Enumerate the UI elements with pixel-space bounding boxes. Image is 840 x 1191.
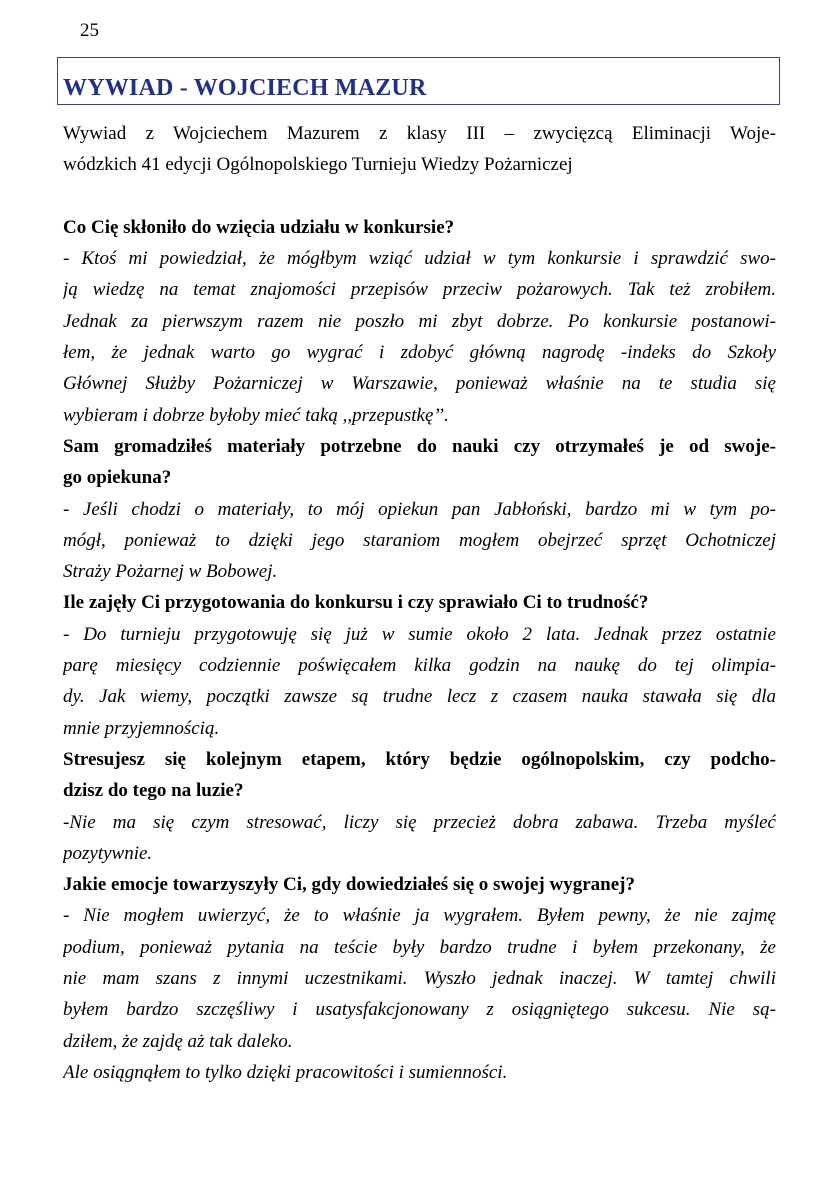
answer-line: nie mam szans z innymi uczestnikami. Wyszło jednak inaczej. W tamtej chwili: [63, 968, 776, 990]
answer-line: - Jeśli chodzi o materiały, to mój opiekun pan Jabłoński, bardzo mi w tym po-: [63, 498, 776, 520]
question-line: dzisz do tego na luzie?: [63, 780, 244, 802]
answer-line: Jednak za pierwszym razem nie poszło mi zbyt dobrze. Po konkursie postanowi-: [63, 310, 776, 332]
qa-block: [63, 587, 776, 743]
title-box: [57, 57, 780, 105]
intro-line: wódzkich 41 edycji Ogólnopolskiego Turnieju Wiedzy Pożarniczej: [63, 154, 573, 176]
answer-line: łem, że jednak warto go wygrać i zdobyć główną nagrodę -indeks do Szkoły: [63, 342, 776, 364]
answer-line: Głównej Służby Pożarniczej w Warszawie, ponieważ właśnie na te studia się: [63, 373, 776, 395]
page-title: WYWIAD - WOJCIECH MAZUR: [63, 75, 427, 101]
answer-line: pozytywnie.: [63, 842, 153, 864]
question-line: Jakie emocje towarzyszyły Ci, gdy dowiedziałeś się o swojej wygranej?: [63, 874, 635, 896]
intro-line: Wywiad z Wojciechem Mazurem z klasy III – zwycięzcą Eliminacji Woje-: [63, 123, 776, 144]
article-body: [63, 118, 776, 1088]
qa-block: [63, 431, 776, 587]
qa-block: [63, 744, 776, 869]
answer-line: mnie przyjemnością.: [63, 717, 220, 739]
answer-line: podium, ponieważ pytania na teście były bardzo trudne i byłem przekonany, że: [63, 936, 776, 958]
answer-line: mógł, ponieważ to dzięki jego staraniom mogłem obejrzeć sprzęt Ochotniczej: [63, 529, 776, 551]
answer-line: -Nie ma się czym stresować, liczy się przecież dobra zabawa. Trzeba myśleć: [63, 811, 776, 833]
answer-line: - Nie mogłem uwierzyć, że to właśnie ja wygrałem. Byłem pewny, że nie zajmę: [63, 905, 776, 927]
qa-block: [63, 212, 776, 431]
answer-line: dy. Jak wiemy, początki zawsze są trudne lecz z czasem nauka stawała się dla: [63, 686, 776, 708]
answer-line: - Ktoś mi powiedział, że mógłbym wziąć udział w tym konkursie i sprawdzić swo-: [63, 248, 776, 270]
answer-line: dziłem, że zajdę aż tak daleko.: [63, 1030, 293, 1052]
answer-line: parę miesięcy codziennie poświęcałem kilka godzin na naukę do tej olimpia-: [63, 655, 776, 677]
question-line: Sam gromadziłeś materiały potrzebne do nauki czy otrzymałeś je od swoje-: [63, 435, 776, 457]
qa-block: [63, 869, 776, 1088]
question-line: Stresujesz się kolejnym etapem, który będzie ogólnopolskim, czy podcho-: [63, 748, 776, 770]
question-line: Co Cię skłoniło do wzięcia udziału w konkursie?: [63, 216, 455, 238]
answer-line: ją wiedzę na temat znajomości przepisów przeciw pożarowych. Tak też zrobiłem.: [63, 279, 776, 301]
answer-line: wybieram i dobrze byłoby mieć taką ,,przepustkę’’.: [63, 404, 449, 426]
answer-line: - Do turnieju przygotowuję się już w sumie około 2 lata. Jednak przez ostatnie: [63, 623, 776, 645]
answer-line: byłem bardzo szczęśliwy i usatysfakcjonowany z osiągniętego sukcesu. Nie są-: [63, 999, 776, 1021]
question-line: go opiekuna?: [63, 467, 172, 489]
question-line: Ile zajęły Ci przygotowania do konkursu i czy sprawiało Ci to trudność?: [63, 592, 649, 614]
page-number: 25: [80, 20, 99, 41]
answer-line: Ale osiągnąłem to tylko dzięki pracowitości i sumienności.: [63, 1061, 508, 1083]
answer-line: Straży Pożarnej w Bobowej.: [63, 561, 278, 583]
intro-paragraph: [63, 118, 776, 181]
spacer: [63, 181, 776, 212]
